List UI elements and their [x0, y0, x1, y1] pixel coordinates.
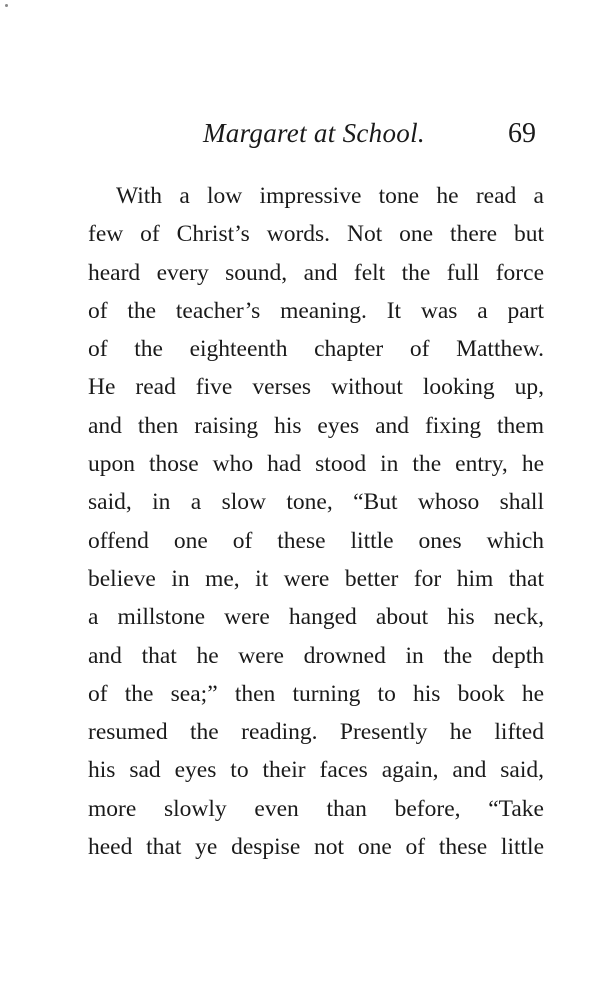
- text-line: said, in a slow tone, “But whoso shall: [88, 489, 544, 516]
- text-line: and that he were drowned in the depth: [88, 642, 544, 669]
- text-line: He read five verses without looking up,: [88, 374, 544, 401]
- text-line: believe in me, it were better for him that: [88, 565, 544, 592]
- text-line: With a low impressive tone he read a: [116, 183, 544, 209]
- text-line: heard every sound, and felt the full force: [88, 259, 544, 286]
- body-text: [88, 177, 544, 866]
- text-line: of the teacher’s meaning. It was a part: [88, 297, 544, 324]
- text-line: upon those who had stood in the entry, he: [88, 451, 544, 478]
- running-title: Margaret at School.: [203, 118, 425, 148]
- paper-speck: [5, 4, 8, 7]
- text-line: heed that ye despise not one of these little: [88, 834, 544, 861]
- text-line: resumed the reading. Presently he lifted: [88, 719, 544, 746]
- text-line: a millstone were hanged about his neck,: [88, 604, 544, 631]
- page-number: 69: [508, 118, 536, 149]
- running-header: [0, 118, 598, 158]
- text-line: few of Christ’s words. Not one there but: [88, 221, 544, 248]
- text-line: of the sea;” then turning to his book he: [88, 680, 544, 707]
- text-line: more slowly even than before, “Take: [88, 795, 544, 822]
- text-line: offend one of these little ones which: [88, 527, 544, 554]
- text-line: of the eighteenth chapter of Matthew.: [88, 336, 544, 363]
- text-line: his sad eyes to their faces again, and said,: [88, 757, 544, 784]
- text-line: and then raising his eyes and fixing them: [88, 412, 544, 439]
